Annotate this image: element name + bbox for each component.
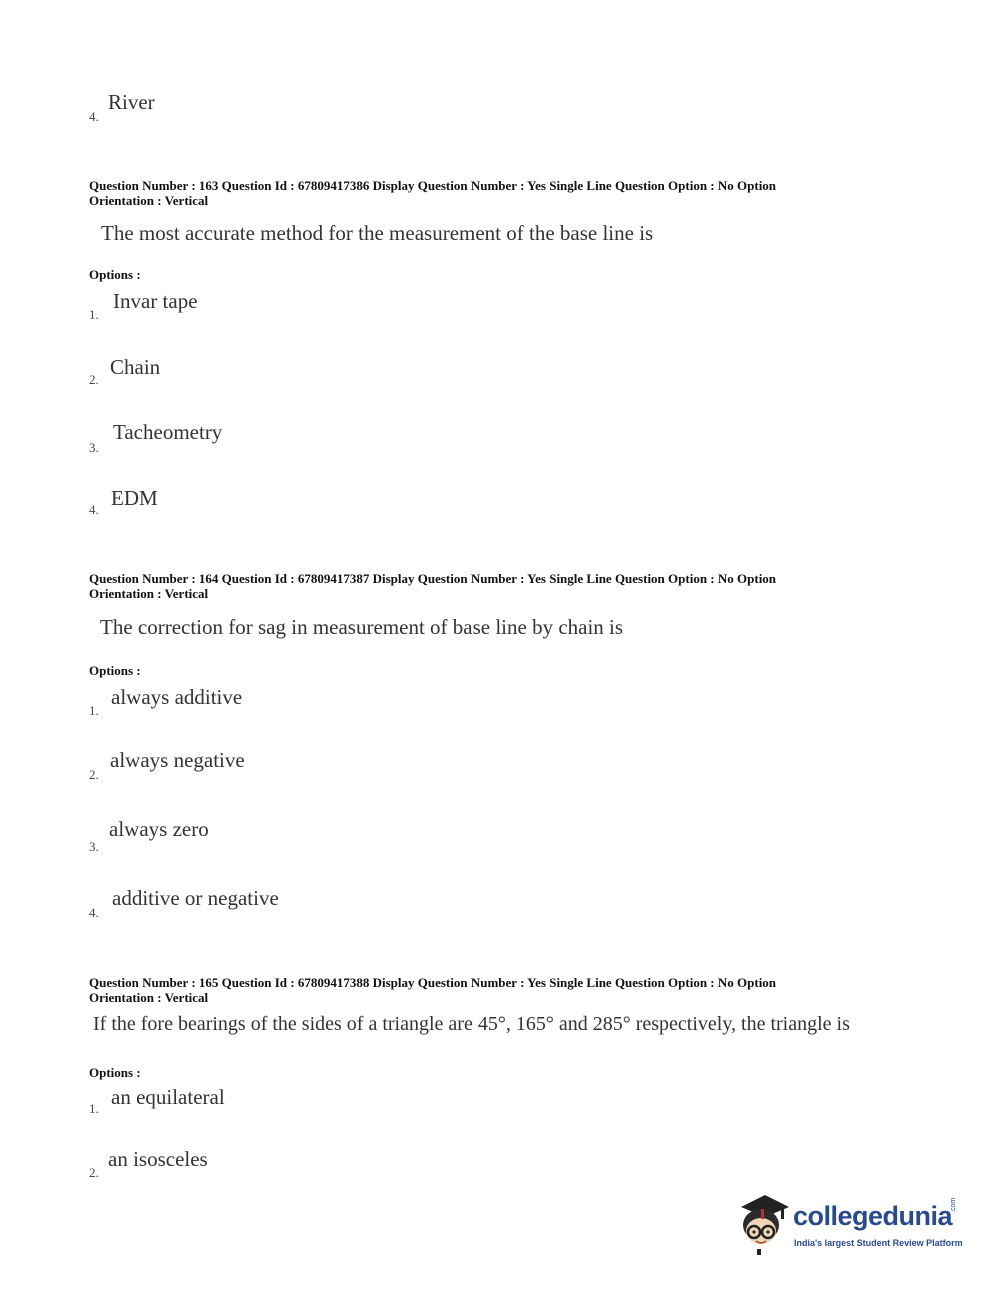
logo-wordmark: collegedunia <box>793 1201 953 1231</box>
question-meta <box>89 178 889 208</box>
option-number: 2. <box>89 767 99 782</box>
option-number: 4. <box>89 109 99 124</box>
logo-suffix: .com <box>950 1197 957 1213</box>
question-meta-line2: Orientation : Vertical <box>89 586 209 601</box>
option-text: always additive <box>111 685 243 709</box>
options-label: Options : <box>89 663 141 678</box>
option-number: 2. <box>89 1165 99 1180</box>
option-text: EDM <box>111 486 158 510</box>
option-text: an equilateral <box>111 1085 225 1109</box>
question-meta-line1: Question Number : 165 Question Id : 67809417388 Display Question Number : Yes Single Line Question Option : No Option <box>89 975 777 990</box>
question-text: If the fore bearings of the sides of a triangle are 45°, 165° and 285° respectively, the triangle is <box>93 1013 850 1035</box>
question-meta-line2: Orientation : Vertical <box>89 990 209 1005</box>
question-meta-line2: Orientation : Vertical <box>89 193 209 208</box>
options-label: Options : <box>89 1065 141 1080</box>
question-meta-line1: Question Number : 163 Question Id : 67809417386 Display Question Number : Yes Single Line Question Option : No Option <box>89 178 777 193</box>
option-text: Chain <box>110 355 161 379</box>
option-number: 4. <box>89 905 99 920</box>
option-text: an isosceles <box>108 1147 208 1171</box>
option-text: Tacheometry <box>113 420 223 444</box>
option-number: 1. <box>89 1101 99 1116</box>
option-number: 1. <box>89 703 99 718</box>
question-text: The correction for sag in measurement of base line by chain is <box>100 615 624 639</box>
question-meta-line1: Question Number : 164 Question Id : 67809417387 Display Question Number : Yes Single Line Question Option : No Option <box>89 571 777 586</box>
logo-tagline: India's largest Student Review Platform <box>794 1238 963 1248</box>
option-number: 3. <box>89 839 99 854</box>
option-text: always zero <box>109 817 209 841</box>
question-text: The most accurate method for the measurement of the base line is <box>101 221 654 245</box>
option-number: 2. <box>89 372 99 387</box>
option-text: additive or negative <box>112 886 279 910</box>
option-number: 1. <box>89 307 99 322</box>
options-label: Options : <box>89 267 141 282</box>
question-meta <box>89 571 889 601</box>
option-text: River <box>108 90 155 114</box>
option-text: always negative <box>110 748 245 772</box>
graduate-mascot-icon <box>735 1189 793 1257</box>
option-number: 3. <box>89 440 99 455</box>
option-text: Invar tape <box>113 289 198 313</box>
question-meta <box>89 975 889 1005</box>
option-number: 4. <box>89 502 99 517</box>
